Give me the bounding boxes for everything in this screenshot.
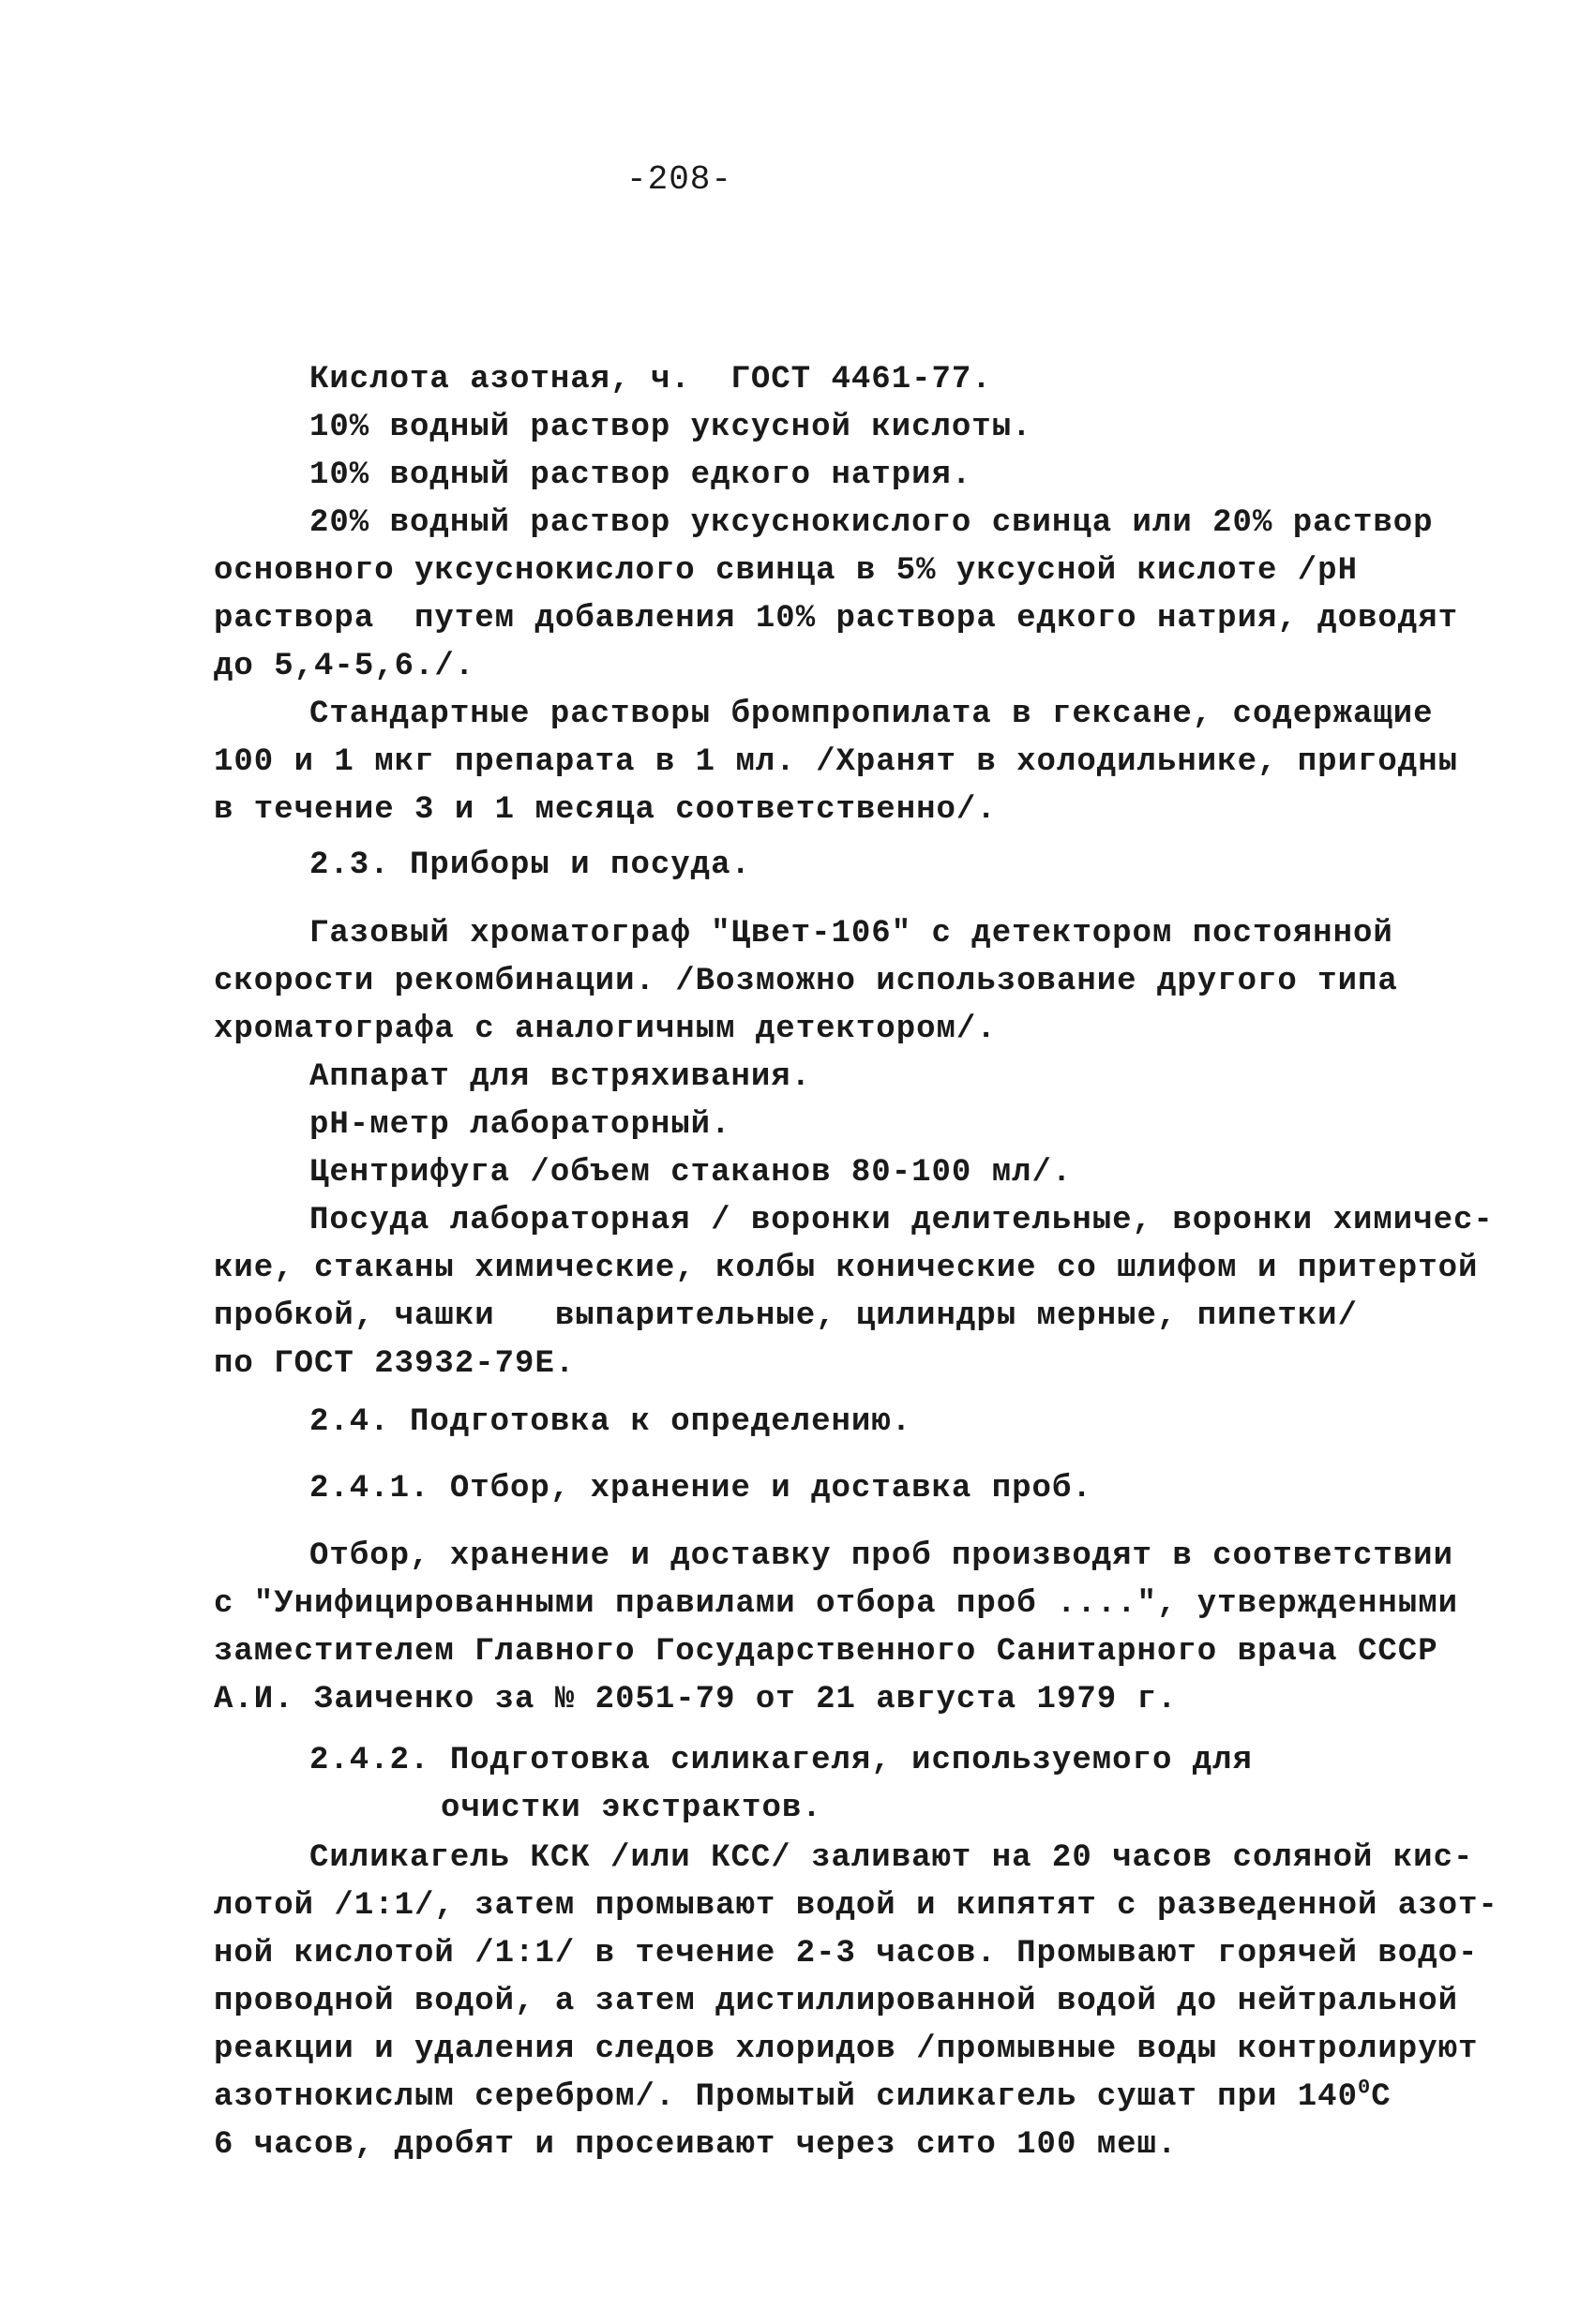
degree-superscript: 0 [1358, 2076, 1372, 2100]
text-line: рН-метр лабораторный. [309, 1107, 731, 1143]
section-heading: 2.4. Подготовка к определению. [309, 1404, 912, 1440]
text-line: 20% водный раствор уксуснокислого свинца или 20% раствор [309, 505, 1434, 541]
temperature-unit: С [1371, 2079, 1392, 2115]
subsection-heading: 2.4.1. Отбор, хранение и доставка проб. [309, 1471, 1092, 1507]
text-line: в течение 3 и 1 месяца соответственно/. [214, 792, 997, 828]
text-line: 6 часов, дробят и просеивают через сито 100 меш. [214, 2127, 1178, 2163]
text-line: заместителем Главного Государственного Санитарного врача СССР [214, 1634, 1438, 1670]
text-line: раствора путем добавления 10% раствора едкого натрия, доводят [214, 601, 1459, 637]
text-line: 10% водный раствор едкого натрия. [309, 457, 972, 493]
text-line: Силикагель КСК /или КСС/ заливают на 20 часов соляной кис- [309, 1840, 1474, 1876]
text-line: реакции и удаления следов хлоридов /промывные воды контролируют [214, 2032, 1479, 2067]
text-line: скорости рекомбинации. /Возможно использование другого типа [214, 964, 1398, 999]
text-line: А.И. Заиченко за № 2051-79 от 21 августа 1979 г. [214, 1682, 1178, 1717]
text-line: лотой /1:1/, затем промывают водой и кипятят с разведенной азот- [214, 1888, 1498, 1924]
text-line: проводной водой, а затем дистиллированной водой до нейтральной [214, 1984, 1459, 2019]
text-line: по ГОСТ 23932-79Е. [214, 1346, 576, 1382]
text-line-main: азотнокислым серебром/. Промытый силикагель сушат при 140 [214, 2079, 1358, 2115]
text-line: кие, стаканы химические, колбы конические со шлифом и притертой [214, 1251, 1479, 1286]
subsection-heading: очистки экстрактов. [441, 1791, 822, 1826]
text-line [214, 2078, 1392, 2116]
text-line: Посуда лабораторная / воронки делительные, воронки химичес- [309, 1203, 1494, 1238]
page-number: -208- [626, 160, 733, 199]
text-line: ной кислотой /1:1/ в течение 2-3 часов. Промывают горячей водо- [214, 1936, 1479, 1972]
text-line: хроматографа с аналогичным детектором/. [214, 1012, 997, 1047]
text-line: пробкой, чашки выпарительные, цилиндры мерные, пипетки/ [214, 1298, 1358, 1334]
text-line: с "Унифицированными правилами отбора проб ....", утвержденными [214, 1586, 1459, 1622]
text-line: Центрифуга /объем стаканов 80-100 мл/. [309, 1155, 1073, 1191]
text-line: Кислота азотная, ч. ГОСТ 4461-77. [309, 362, 992, 397]
text-line: 10% водный раствор уксусной кислоты. [309, 410, 1032, 445]
subsection-heading: 2.4.2. Подготовка силикагеля, используемого для [309, 1743, 1253, 1778]
text-line: 100 и 1 мкг препарата в 1 мл. /Хранят в холодильнике, пригодны [214, 744, 1459, 780]
text-line: до 5,4-5,6./. [214, 649, 475, 684]
text-line: Отбор, хранение и доставку проб производят в соответствии [309, 1538, 1453, 1574]
text-line: Аппарат для встряхивания. [309, 1059, 812, 1095]
text-line: Газовый хроматограф "Цвет-106" с детектором постоянной [309, 916, 1393, 952]
section-heading: 2.3. Приборы и посуда. [309, 847, 751, 883]
text-line: основного уксуснокислого свинца в 5% уксусной кислоте /рН [214, 553, 1358, 589]
text-line: Стандартные растворы бромпропилата в гексане, содержащие [309, 697, 1434, 732]
